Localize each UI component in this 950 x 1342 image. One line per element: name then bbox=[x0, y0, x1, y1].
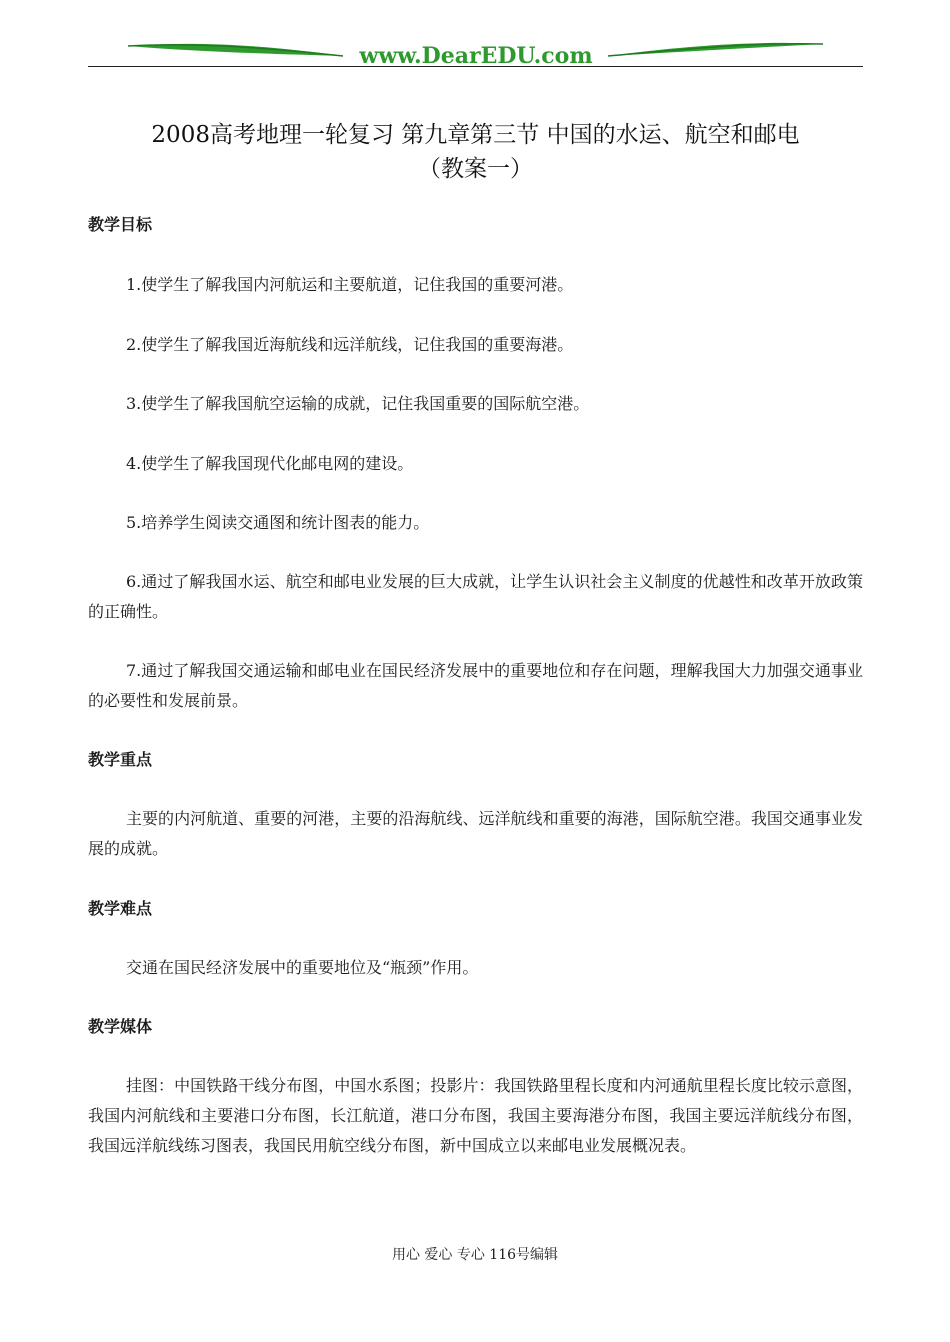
section-heading-objectives: 教学目标 bbox=[88, 215, 153, 234]
objective-item: 5.培养学生阅读交通图和统计图表的能力。 bbox=[126, 513, 430, 532]
page-title bbox=[88, 118, 863, 186]
title-line-1: 2008高考地理一轮复习 第九章第三节 中国的水运、航空和邮电 bbox=[151, 122, 800, 148]
key-points-text: 主要的内河航道、重要的河港，主要的沿海航线、远洋航线和重要的海港，国际航空港。我国交通事业发展的成就。 bbox=[88, 809, 863, 858]
objective-item: 2.使学生了解我国近海航线和远洋航线，记住我国的重要海港。 bbox=[126, 335, 574, 354]
objective-item: 6.通过了解我国水运、航空和邮电业发展的巨大成就，让学生认识社会主义制度的优越性和改革开放政策的正确性。 bbox=[88, 572, 863, 621]
page-footer: 用心 爱心 专心 116号编辑 bbox=[391, 1247, 559, 1263]
difficulties-text: 交通在国民经济发展中的重要地位及“瓶颈”作用。 bbox=[126, 958, 479, 977]
section-heading-difficulties: 教学难点 bbox=[88, 899, 153, 918]
media-text: 挂图：中国铁路干线分布图，中国水系图；投影片：我国铁路里程长度和内河通航里程长度比较示意图，我国内河航线和主要港口分布图，长江航道，港口分布图，我国主要海港分布图，我国主要远洋航线分布图，我国远洋航线练习图表，我国民用航空线分布图，新中国成立以来邮电业发展概况表。 bbox=[88, 1076, 863, 1155]
section-heading-media: 教学媒体 bbox=[88, 1017, 153, 1036]
objective-item: 7.通过了解我国交通运输和邮电业在国民经济发展中的重要地位和存在问题，理解我国大力加强交通事业的必要性和发展前景。 bbox=[88, 661, 863, 710]
dearedu-logo bbox=[88, 30, 863, 70]
section-heading-key-points: 教学重点 bbox=[88, 750, 153, 769]
right-swoosh-icon bbox=[608, 43, 823, 56]
objective-item: 3.使学生了解我国航空运输的成就，记住我国重要的国际航空港。 bbox=[126, 394, 590, 413]
logo-text: www.DearEDU.com bbox=[359, 43, 593, 69]
objective-item: 4.使学生了解我国现代化邮电网的建设。 bbox=[126, 454, 414, 473]
objective-item: 1.使学生了解我国内河航运和主要航道，记住我国的重要河港。 bbox=[126, 275, 574, 294]
site-header bbox=[88, 30, 863, 70]
header-divider bbox=[88, 66, 863, 67]
title-line-2: （教案一） bbox=[418, 156, 533, 182]
